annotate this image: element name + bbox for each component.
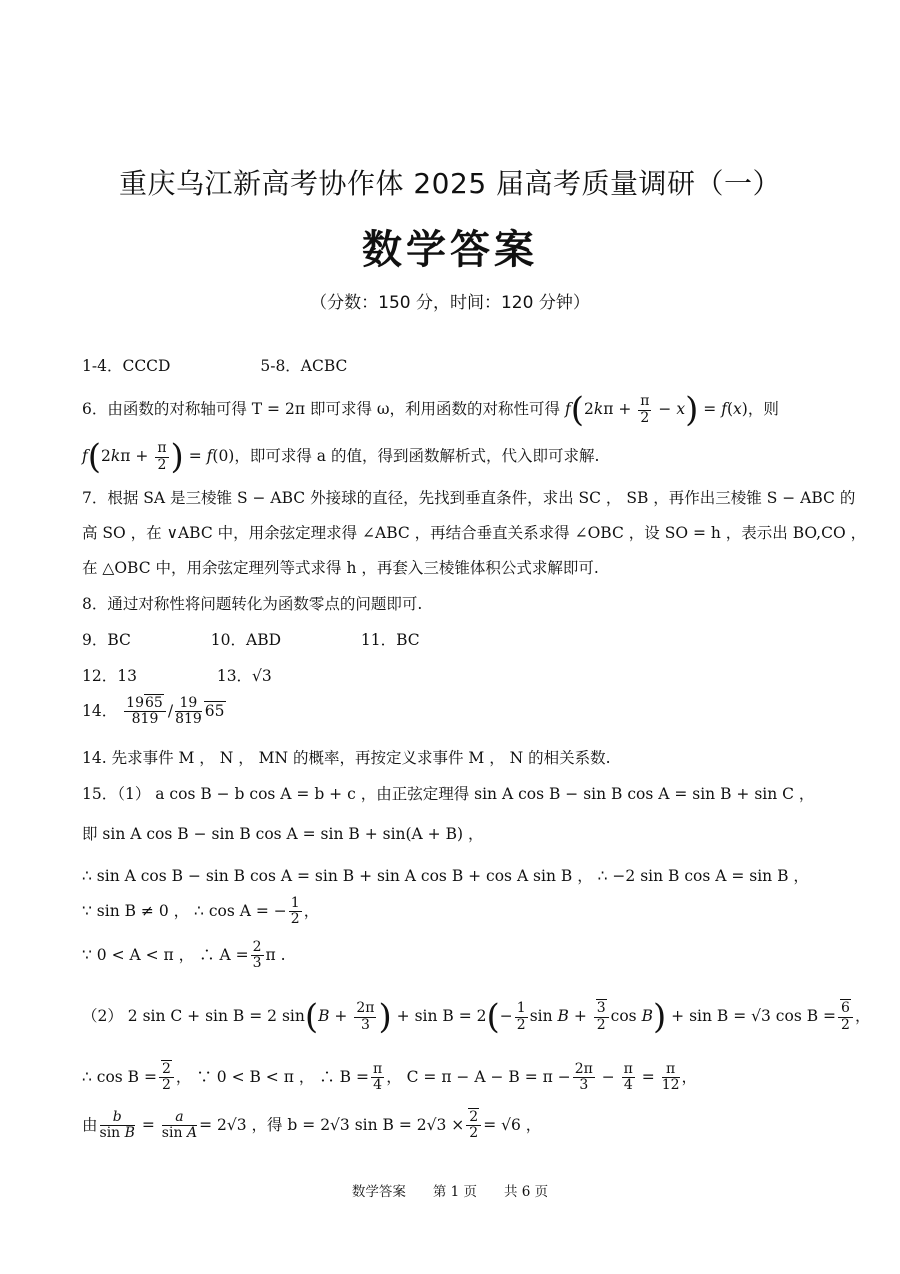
answers-12-13 — [82, 664, 840, 686]
answer-1-4: 1-4．CCCD — [82, 357, 171, 375]
solution-15-part2-line1: （2） 2 sin C + sin B = 2 sin(B + $\frac{2\pi}{3}$ ) + sin B = 2(− $\frac{1}{2}$ sin B + $\frac{3}{2}$ cos B) + sin B = √3 cos B = $\frac{6}{2}$ ， — [82, 997, 871, 1037]
solution-6-line1: 6．由函数的对称轴可得 T = 2π 即可求得 ω，利用函数的对称性可得 f(2kπ + $\frac{\pi}{2}$ − x) = f(x)，则 — [82, 390, 779, 430]
solution-15-line1: 15．（1） a cos B − b cos A = b + c ，由正弦定理得 sin A cos B − sin B cos A = sin B + sin C ， — [82, 785, 815, 803]
solution-15-part2-line3: 由 $\frac{b}{\text{sin B}}$ = $\frac{a}{\text{sin A}}$ = 2√3 ，得 b = 2√3 sin B = 2√3 × $\frac{2}{2}$ = √6 ， — [82, 1109, 542, 1142]
solution-15-part2-line2: ∴ cos B = $\frac{2}{2}$ ， ∵ 0 < B < π ， ∴ B = $\frac{\pi}{4}$ ， C = π − A − B = π − $\frac{2\pi}{3}$ − $\frac{\pi}{4}$ = $\frac{\pi}{12}$ ， — [82, 1061, 698, 1094]
exam-title: 重庆乌江新高考协作体 2025 届高考质量调研（一） — [118, 167, 782, 200]
answer-9: 9．BC — [82, 631, 131, 649]
answer-14: 14． $\frac{1965}{819}$ / $\frac{19}{819}$ 65 — [82, 695, 225, 728]
answer-12: 12．13 — [82, 667, 137, 685]
solution-14: 14. 先求事件 M ， N ， MN 的概率，再按定义求事件 M ， N 的相关系数. — [82, 749, 611, 767]
solution-8: 8．通过对称性将问题转化为函数零点的问题即可. — [82, 595, 423, 613]
answer-11: 11．BC — [360, 631, 420, 649]
solution-15-line2: 即 sin A cos B − sin B cos A = sin B + sin(A + B) ， — [82, 825, 484, 843]
solution-6-line2: f(2kπ + $\frac{\pi}{2}$ ) = f(0)，即可求得 a 的值，得到函数解析式，代入即可求解. — [82, 437, 600, 477]
answers-9-11 — [82, 628, 840, 650]
solution-15-line4: ∵ sin B ≠ 0 ， ∴ cos A = − $\frac{1}{2}$ ， — [82, 895, 320, 928]
solution-7-line2: 高 SO ，在 ∨ABC 中，用余弦定理求得 ∠ABC ，再结合垂直关系求得 ∠OBC ，设 SO = h ，表示出 BO,CO ， — [82, 524, 867, 542]
answer-5-8: 5-8．ACBC — [260, 357, 348, 375]
solution-7-line3: 在 △OBC 中，用余弦定理列等式求得 h ，再套入三棱锥体积公式求解即可. — [82, 559, 599, 577]
answers-1-8 — [82, 354, 840, 376]
solution-15-line5: ∵ 0 < A < π ， ∴ A = $\frac{2}{3}$ π . — [82, 939, 286, 972]
page-footer: 数学答案 第 1 页 共 6 页 — [351, 1184, 549, 1200]
subject-title: 数学答案 — [362, 227, 538, 273]
answer-10: 10．ABD — [210, 631, 282, 649]
solution-15-line3: ∴ sin A cos B − sin B cos A = sin B + sin A cos B + cos A sin B ， ∴ −2 sin B cos A = sin B ， — [82, 867, 809, 885]
solution-7-line1: 7．根据 SA 是三棱锥 S − ABC 外接球的直径，先找到垂直条件，求出 SC ， SB ，再作出三棱锥 S − ABC 的 — [82, 489, 856, 507]
answer-13: 13．√3 — [216, 667, 272, 685]
exam-info: （分数：150 分，时间：120 分钟） — [310, 293, 590, 313]
